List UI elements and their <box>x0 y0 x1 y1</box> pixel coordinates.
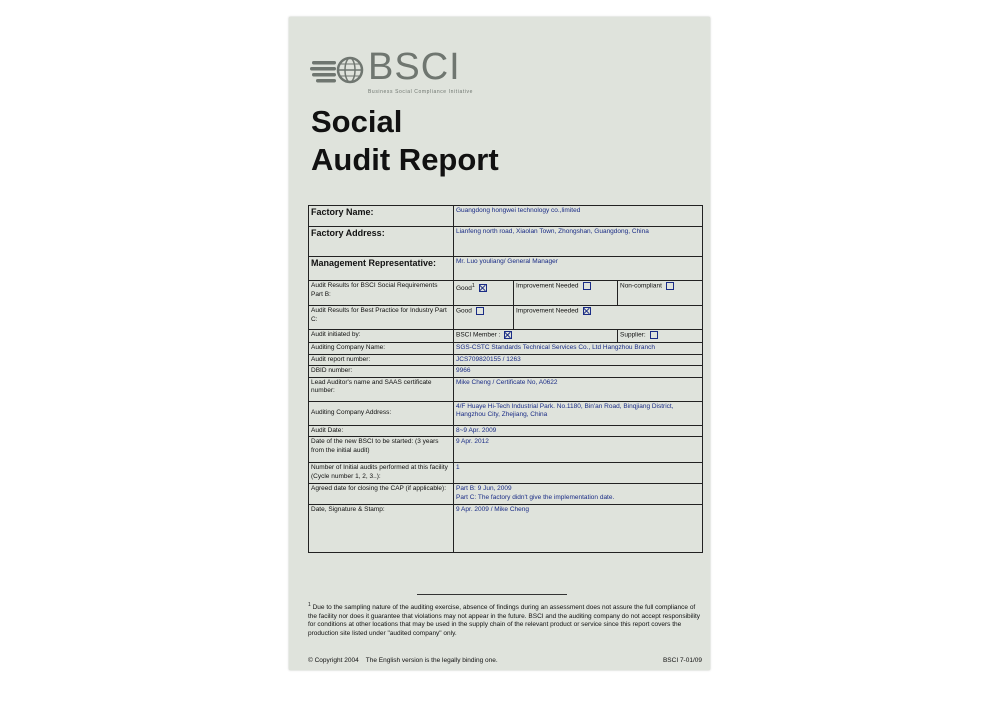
factory-address-value: Lianfeng north road, Xiaolan Town, Zhongshan, Guangdong, China <box>454 227 703 257</box>
row-label: Management Representative: <box>309 257 454 281</box>
option-improvement: Improvement Needed <box>514 281 618 306</box>
table-row <box>309 257 703 281</box>
signature-value: 9 Apr. 2009 / Mike Cheng <box>454 505 703 553</box>
checkbox-empty-icon[interactable] <box>650 331 658 339</box>
cap-date-value <box>454 484 703 505</box>
row-label: Lead Auditor's name and SAAS certificate number: <box>309 377 454 401</box>
row-label: Audit Results for BSCI Social Requirements Part B: <box>309 281 454 306</box>
option-good: Good$^1$ <box>454 281 514 306</box>
row-label: Audit report number: <box>309 354 454 366</box>
cap-date-part-b: Part B: 9 Jun, 2009 <box>456 485 512 492</box>
initial-audits-value: 1 <box>454 463 703 484</box>
row-label: Date, Signature & Stamp: <box>309 505 454 553</box>
audit-date-value: 8~9 Apr. 2009 <box>454 425 703 437</box>
hand-globe-icon <box>310 52 370 88</box>
title-line-1: Social <box>311 104 403 139</box>
table-row <box>309 425 703 437</box>
option-member: BSCI Member : <box>454 330 618 343</box>
copyright-text: © Copyright 2004 The English version is the legally binding one. <box>308 657 498 664</box>
report-page <box>289 17 710 670</box>
row-label: Audit Results for Best Practice for Industry Part C: <box>309 306 454 330</box>
footnote-divider <box>417 594 567 595</box>
table-row <box>309 354 703 366</box>
report-title <box>311 103 499 179</box>
table-row <box>309 343 703 355</box>
table-row <box>309 366 703 378</box>
table-row <box>309 484 703 505</box>
dbid-number-value: 9966 <box>454 366 703 378</box>
table-row <box>309 437 703 463</box>
page-footer <box>308 657 702 664</box>
checkbox-empty-icon[interactable] <box>666 282 674 290</box>
option-improvement: Improvement Needed <box>514 306 703 330</box>
row-label: Agreed date for closing the CAP (if applicable): <box>309 484 454 505</box>
table-row <box>309 401 703 425</box>
option-good: Good <box>454 306 514 330</box>
table-row <box>309 505 703 553</box>
row-label: Factory Name: <box>309 206 454 227</box>
footnote-text: Due to the sampling nature of the auditing exercise, absence of findings during an assessment does not assure the full compliance of the facility nor does it guarantee that violations may not appear in the future. BSCI and the auditing company do not accept responsibility for conditions at other locations that may be used in the supply chain of the relevant product or service since this report covers the production site listed under "audited company" only. <box>308 604 701 637</box>
logo-tagline: Business Social Compliance Initiative <box>368 89 474 95</box>
report-table <box>308 205 703 553</box>
table-row <box>309 463 703 484</box>
table-row <box>309 206 703 227</box>
row-label: Auditing Company Name: <box>309 343 454 355</box>
table-row <box>309 377 703 401</box>
auditing-company-value: SGS-CSTC Standards Technical Services Co., Ltd Hangzhou Branch <box>454 343 703 355</box>
row-label: Auditing Company Address: <box>309 401 454 425</box>
cap-date-part-c: Part C: The factory didn't give the implementation date. <box>456 493 615 501</box>
row-label: Audit initiated by: <box>309 330 454 343</box>
management-rep-value: Mr. Luo youliang/ General Manager <box>454 257 703 281</box>
company-address-value: 4/F Huaye Hi-Tech Industrial Park. No.1180, Bin'an Road, Binqjiang District, Hangzhou City, Zhejiang, China <box>454 401 703 425</box>
doc-code: BSCI 7-01/09 <box>662 657 702 664</box>
table-row <box>309 306 703 330</box>
footnote <box>308 601 702 639</box>
new-audit-date-value: 9 Apr. 2012 <box>454 437 703 463</box>
row-label: Date of the new BSCI to be started: (3 years from the initial audit) <box>309 437 454 463</box>
table-row <box>309 330 703 343</box>
option-supplier: Supplier: <box>618 330 703 343</box>
logo-brand: BSCI <box>368 46 461 88</box>
bsci-logo <box>310 46 474 98</box>
table-row <box>309 281 703 306</box>
checkbox-checked-icon[interactable] <box>583 307 591 315</box>
title-line-2: Audit Report <box>311 142 499 177</box>
option-noncompliant: Non-compliant <box>618 281 703 306</box>
row-label: Number of Initial audits performed at this facility (Cycle number 1, 2, 3..): <box>309 463 454 484</box>
row-label: Audit Date: <box>309 425 454 437</box>
lead-auditor-value: Mike Cheng / Certificate No, A0622 <box>454 377 703 401</box>
factory-name-value: Guangdong hongwei technology co.,limited <box>454 206 703 227</box>
row-label: DBID number: <box>309 366 454 378</box>
checkbox-empty-icon[interactable] <box>476 307 484 315</box>
footnote-marker: 1 <box>308 602 311 608</box>
report-number-value: JCS709820155 / 1263 <box>454 354 703 366</box>
checkbox-checked-icon[interactable] <box>504 331 512 339</box>
row-label: Factory Address: <box>309 227 454 257</box>
table-row <box>309 227 703 257</box>
checkbox-checked-icon[interactable] <box>479 284 487 292</box>
checkbox-empty-icon[interactable] <box>583 282 591 290</box>
